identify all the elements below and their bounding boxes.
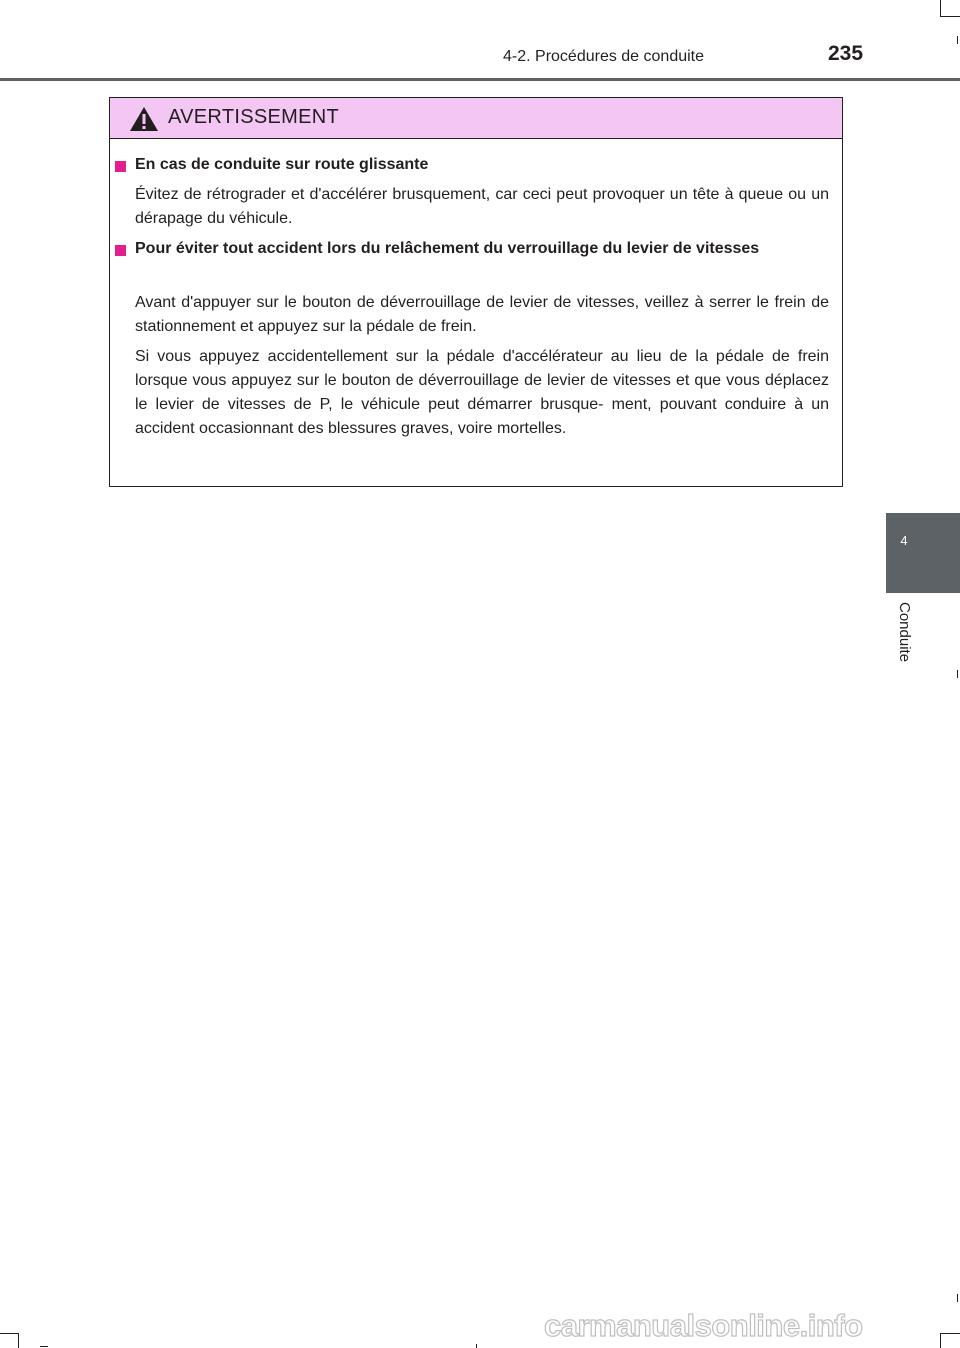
svg-text:carmanualsonline.info: carmanualsonline.info xyxy=(544,1308,863,1343)
crop-mark xyxy=(0,1333,18,1334)
warning-triangle-icon xyxy=(129,106,159,132)
crop-mark xyxy=(940,0,941,16)
bullet-marker xyxy=(115,161,126,172)
chapter-number: 4 xyxy=(900,533,908,548)
chapter-label: Conduite xyxy=(896,602,913,663)
crop-mark xyxy=(476,1344,477,1348)
page-number: 235 xyxy=(828,42,864,65)
chapter-tab xyxy=(886,513,960,593)
crop-mark xyxy=(18,1333,19,1348)
warning-title: AVERTISSEMENT xyxy=(168,106,339,128)
warning-header xyxy=(110,98,842,139)
item-heading: Pour éviter tout accident lors du relâchement du verrouillage du levier de vitesses xyxy=(135,240,760,257)
item-heading: En cas de conduite sur route glissante xyxy=(135,156,429,173)
crop-mark xyxy=(957,1294,958,1302)
item-paragraph: Avant d'appuyer sur le bouton de déverrouillage de levier de vitesses, veillez à serrer le frein de stationnement et appuyez sur la pédale de frein. xyxy=(135,294,829,335)
header-rule xyxy=(0,78,960,81)
warning-box xyxy=(109,97,843,487)
item-paragraph: Si vous appuyez accidentellement sur la pédale d'accélérateur au lieu de la pédale de frein lorsque vous appuyez sur le bouton de déverrouillage de levier de vitesses et que vous déplacez le levier de vitesses de P, le véhicule peut démarrer brusque- ment, pouvant conduire à un accident occasionnant des blessures graves, voire mortelles. xyxy=(135,348,829,437)
section-title: 4-2. Procédures de conduite xyxy=(503,48,705,65)
item-paragraph: Évitez de rétrograder et d'accélérer brusquement, car ceci peut provoquer un tête à queue ou un dérapage du véhicule. xyxy=(135,186,829,227)
crop-mark xyxy=(957,670,958,678)
crop-mark xyxy=(940,16,960,17)
crop-mark xyxy=(40,1346,48,1347)
bullet-marker xyxy=(115,245,126,256)
watermark-logo xyxy=(542,1305,954,1345)
crop-mark xyxy=(957,36,958,44)
